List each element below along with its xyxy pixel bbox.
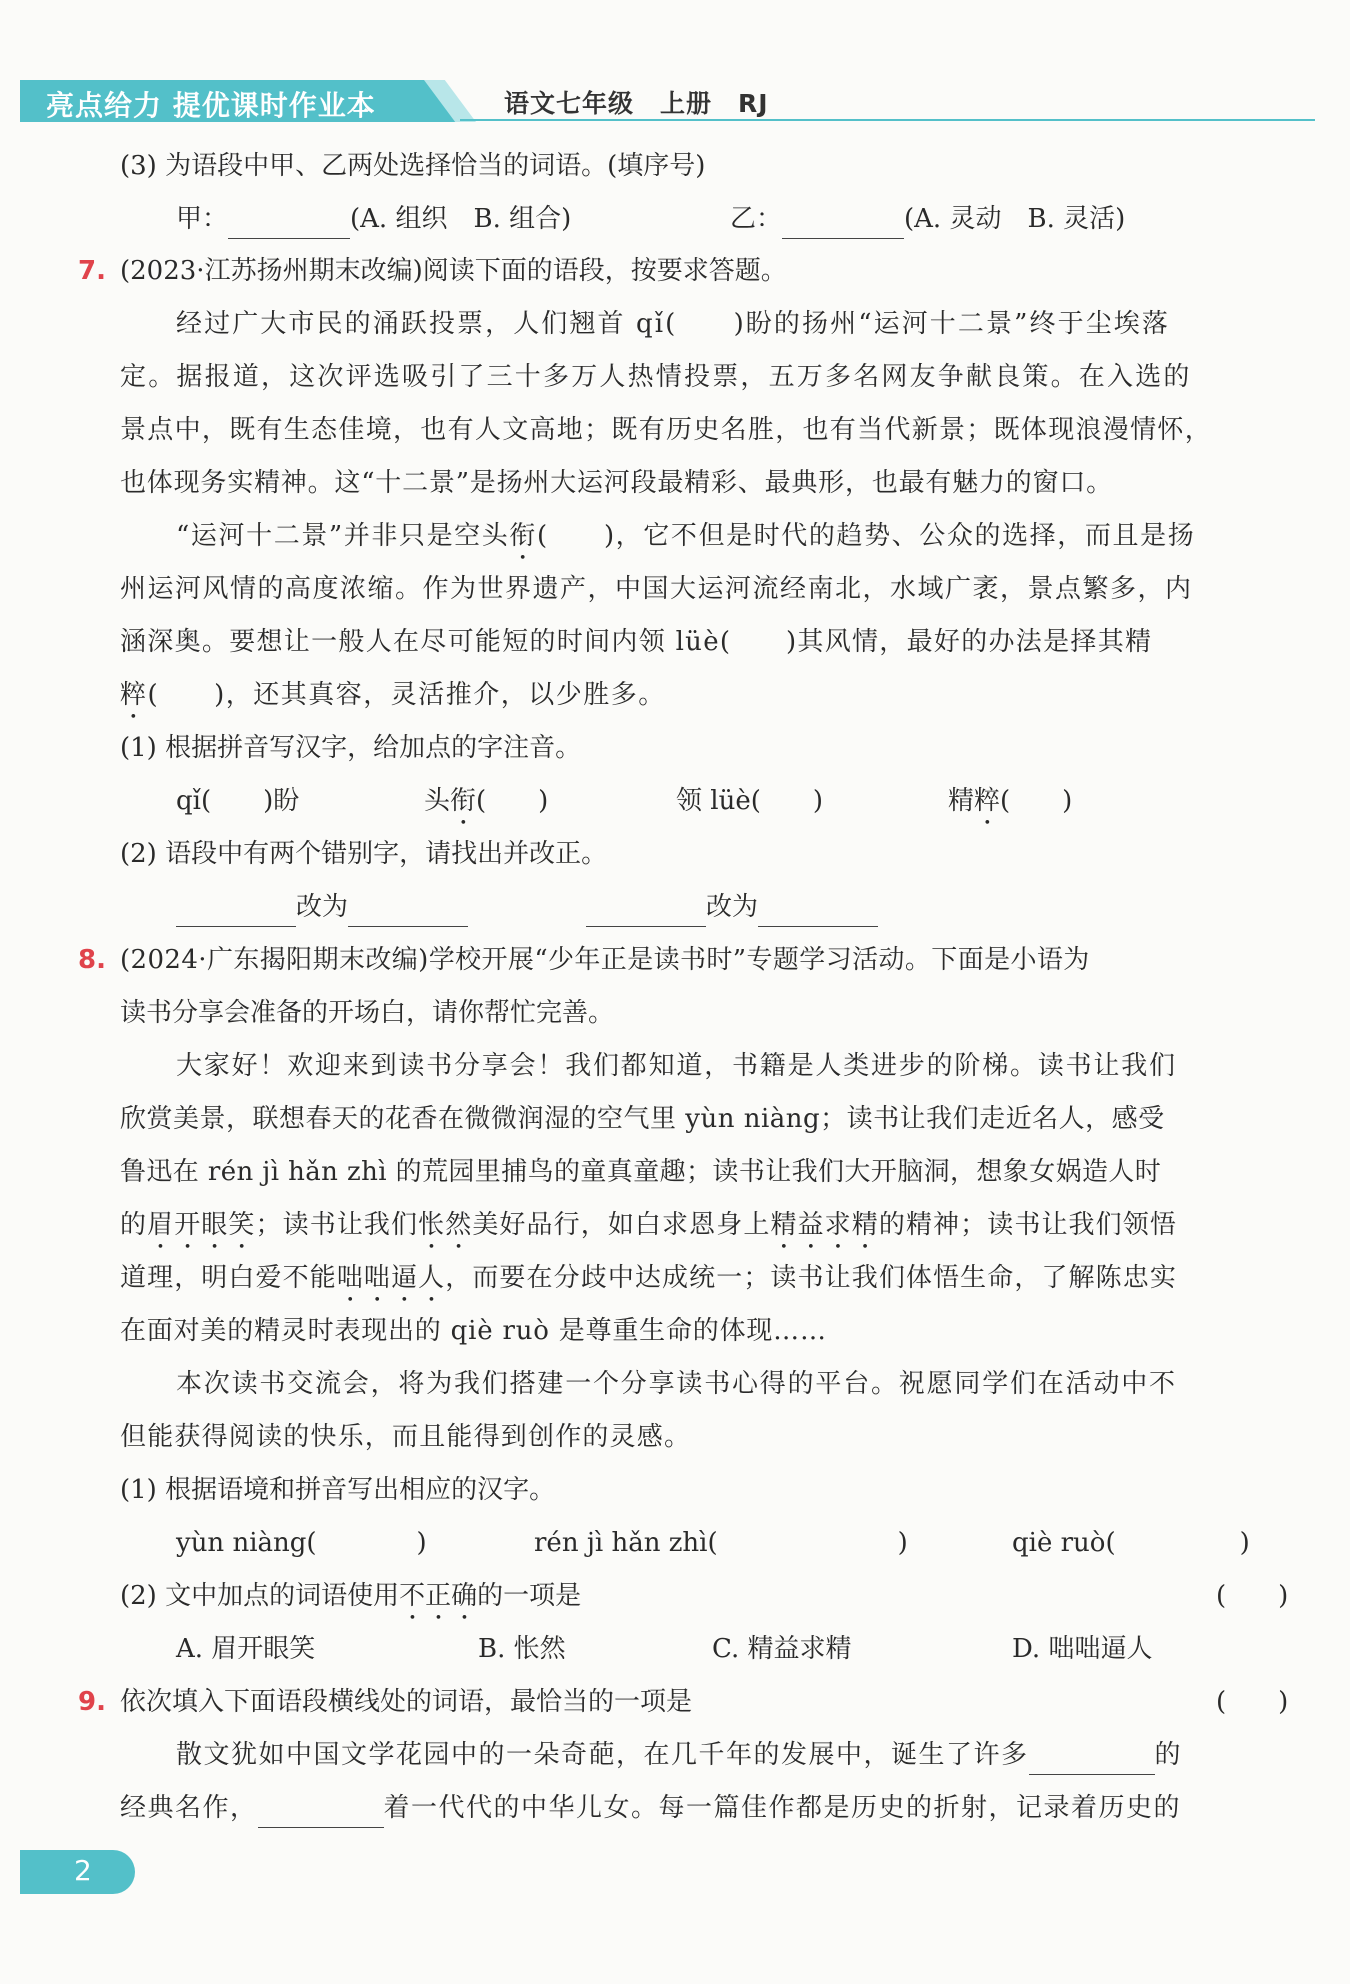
q7-p2-line2: 州运河风情的高度浓缩。作为世界遗产，中国大运河流经南北，水域广袤，景点繁多，内 xyxy=(120,574,1193,604)
q7-p2-line1 xyxy=(176,516,1195,566)
q8-intro-line1: (2024·广东揭阳期末改编)学校开展“少年正是读书时”专题学习活动。下面是小语为 xyxy=(120,945,1090,975)
text: qiè ruò( xyxy=(1012,1528,1116,1558)
q6-yi xyxy=(730,199,1125,239)
q8-p1-line1: 大家好！欢迎来到读书分享会！我们都知道，书籍是人类进步的阶梯。读书让我们 xyxy=(176,1051,1177,1081)
q8-p1-line5 xyxy=(120,1258,1177,1308)
page-number: 2 xyxy=(74,1854,92,1887)
q6-jia-options: (A. 组织 B. 组合) xyxy=(350,204,572,234)
q8-intro-line2: 读书分享会准备的开场白，请你帮忙完善。 xyxy=(120,998,615,1028)
q6-yi-label: 乙： xyxy=(730,204,783,234)
q9-blank-2[interactable] xyxy=(258,1797,384,1828)
text: ) xyxy=(1239,1528,1250,1558)
q7-answer-cui[interactable] xyxy=(948,781,1072,831)
text: “运河十二景”并非只是空头 xyxy=(176,521,510,551)
q6-jia xyxy=(176,199,571,239)
text: ；读书让我们 xyxy=(255,1210,419,1240)
text: 改为 xyxy=(296,892,349,922)
q7-answer-qi[interactable]: qǐ( )盼 xyxy=(176,786,300,816)
q6-yi-blank[interactable] xyxy=(782,208,904,239)
q7-p1-line2: 定。据报道，这次评选吸引了三十多万人热情投票，五万多名网友争献良策。在入选的 xyxy=(120,362,1192,392)
text: ( ) xyxy=(1000,786,1073,816)
dotted-word: 不正确 xyxy=(399,1581,478,1611)
q7-number: 7. xyxy=(78,256,106,286)
q9-line2 xyxy=(120,1788,1181,1828)
q6-yi-options: (A. 灵动 B. 灵活) xyxy=(904,204,1126,234)
wrong-char-blank[interactable] xyxy=(586,896,706,927)
dotted-word: 怅然 xyxy=(418,1210,473,1240)
text: 的 xyxy=(1154,1740,1183,1770)
wrong-char-blank[interactable] xyxy=(176,896,296,927)
q8-answer-qieruo[interactable] xyxy=(1012,1523,1250,1563)
page-header xyxy=(20,80,1315,122)
dotted-word: 眉开眼笑 xyxy=(147,1210,256,1240)
q7-p1-line4: 也体现务实精神。这“十二景”是扬州大运河段最精彩、最典形，也最有魅力的窗口。 xyxy=(120,468,1113,498)
q7-p2-line4 xyxy=(120,675,666,725)
q6-sub3: (3) 为语段中甲、乙两处选择恰当的词语。(填序号) xyxy=(120,151,706,181)
text: 美好品行，如白求恩身上 xyxy=(472,1210,771,1240)
q8-sub2 xyxy=(120,1576,581,1626)
subject-title: 语文七年级 上册 RJ xyxy=(504,89,769,118)
text: 的 xyxy=(120,1210,148,1240)
q8-p1-line4 xyxy=(120,1205,1177,1255)
q7-p2-line3: 涵深奥。要想让一般人在尽可能短的时间内领 lüè( )其风情，最好的办法是择其精 xyxy=(120,627,1153,657)
q7-correction-1 xyxy=(176,887,468,927)
q8-p1-line6: 在面对美的精灵时表现出的 qiè ruò 是尊重生命的体现…… xyxy=(120,1316,827,1346)
text: 头 xyxy=(424,786,451,816)
q7-p1-line1: 经过广大市民的涌跃投票，人们翘首 qǐ( )盼的扬州“运河十二景”终于尘埃落 xyxy=(176,309,1170,339)
q8-p2-line1: 本次读书交流会，将为我们搭建一个分享读书心得的平台。祝愿同学们在活动中不 xyxy=(176,1369,1177,1399)
correct-char-blank[interactable] xyxy=(348,896,468,927)
q9-blank-1[interactable] xyxy=(1029,1744,1155,1775)
correct-char-blank[interactable] xyxy=(758,896,878,927)
text: yùn niàng( xyxy=(176,1528,317,1558)
text: ，而要在分歧中达成统一；读书让我们体悟生命，了解陈忠实 xyxy=(445,1263,1177,1293)
q9-answer-paren[interactable]: ( ) xyxy=(1216,1687,1289,1717)
q8-option-d[interactable]: D. 咄咄逼人 xyxy=(1012,1634,1153,1664)
q8-p1-line2: 欣赏美景，联想春天的花香在微微润湿的空气里 yùn niàng；读书让我们走近名人，感受 xyxy=(120,1104,1165,1134)
q7-sub1: (1) 根据拼音写汉字，给加点的字注音。 xyxy=(120,733,582,763)
text: ( )，还其真容，灵活推介，以少胜多。 xyxy=(147,680,666,710)
q8-answer-paren[interactable]: ( ) xyxy=(1216,1581,1289,1611)
q8-option-b[interactable]: B. 怅然 xyxy=(478,1634,566,1664)
q7-answer-lue[interactable]: 领 lüè( ) xyxy=(676,786,823,816)
text: ( ) xyxy=(476,786,549,816)
q8-option-a[interactable]: A. 眉开眼笑 xyxy=(176,1634,316,1664)
q9-stem: 依次填入下面语段横线处的词语，最恰当的一项是 xyxy=(120,1687,693,1717)
q7-intro: (2023·江苏扬州期末改编)阅读下面的语段，按要求答题。 xyxy=(120,256,787,286)
text: 着一代代的中华儿女。每一篇佳作都是历史的折射，记录着历史的 xyxy=(383,1793,1182,1823)
q7-answer-xian[interactable] xyxy=(424,781,548,831)
brand-title: 亮点给力 提优课时作业本 xyxy=(46,89,376,122)
q8-sub1: (1) 根据语境和拼音写出相应的汉字。 xyxy=(120,1475,556,1505)
text: ) xyxy=(416,1528,427,1558)
text: ) xyxy=(897,1528,908,1558)
text: 散文犹如中国文学花园中的一朵奇葩，在几千年的发展中，诞生了许多 xyxy=(176,1740,1029,1770)
dotted-word: 咄咄逼人 xyxy=(336,1263,446,1293)
text: (2) 文中加点的词语使用 xyxy=(120,1581,400,1611)
text: 的精神；读书让我们领悟 xyxy=(878,1210,1177,1240)
text: ( )，它不但是时代的趋势、公众的选择，而且是扬 xyxy=(537,521,1196,551)
q8-p1-line3: 鲁迅在 rén jì hǎn zhì 的荒园里捕鸟的童真童趣；读书让我们大开脑洞，想象女娲造人时 xyxy=(120,1157,1162,1187)
q7-correction-2 xyxy=(586,887,878,927)
q9-number: 9. xyxy=(78,1687,106,1717)
text: 经典名作， xyxy=(120,1793,258,1823)
q8-answer-yunniang[interactable] xyxy=(176,1523,427,1563)
text: 的一项是 xyxy=(477,1581,582,1611)
dotted-char: 衔 xyxy=(509,521,537,551)
dotted-char: 粹 xyxy=(120,680,148,710)
dotted-word: 精益求精 xyxy=(770,1210,879,1240)
q6-jia-blank[interactable] xyxy=(228,208,350,239)
text: 精 xyxy=(948,786,975,816)
q9-line1 xyxy=(176,1735,1182,1775)
q8-option-c[interactable]: C. 精益求精 xyxy=(712,1634,852,1664)
q7-sub2: (2) 语段中有两个错别字，请找出并改正。 xyxy=(120,839,608,869)
text: 道理，明白爱不能 xyxy=(120,1263,337,1293)
dotted-char: 衔 xyxy=(450,786,477,816)
dotted-char: 粹 xyxy=(974,786,1001,816)
text: rén jì hǎn zhì( xyxy=(534,1528,718,1558)
q8-number: 8. xyxy=(78,945,106,975)
q8-answer-renjihanzhi[interactable] xyxy=(534,1523,908,1563)
q7-p1-line3: 景点中，既有生态佳境，也有人文高地；既有历史名胜，也有当代新景；既体现浪漫情怀， xyxy=(120,415,1213,445)
text: 改为 xyxy=(706,892,759,922)
page-number-tab xyxy=(20,1850,135,1894)
q6-jia-label: 甲： xyxy=(176,204,229,234)
q8-p2-line2: 但能获得阅读的快乐，而且能得到创作的灵感。 xyxy=(120,1422,692,1452)
